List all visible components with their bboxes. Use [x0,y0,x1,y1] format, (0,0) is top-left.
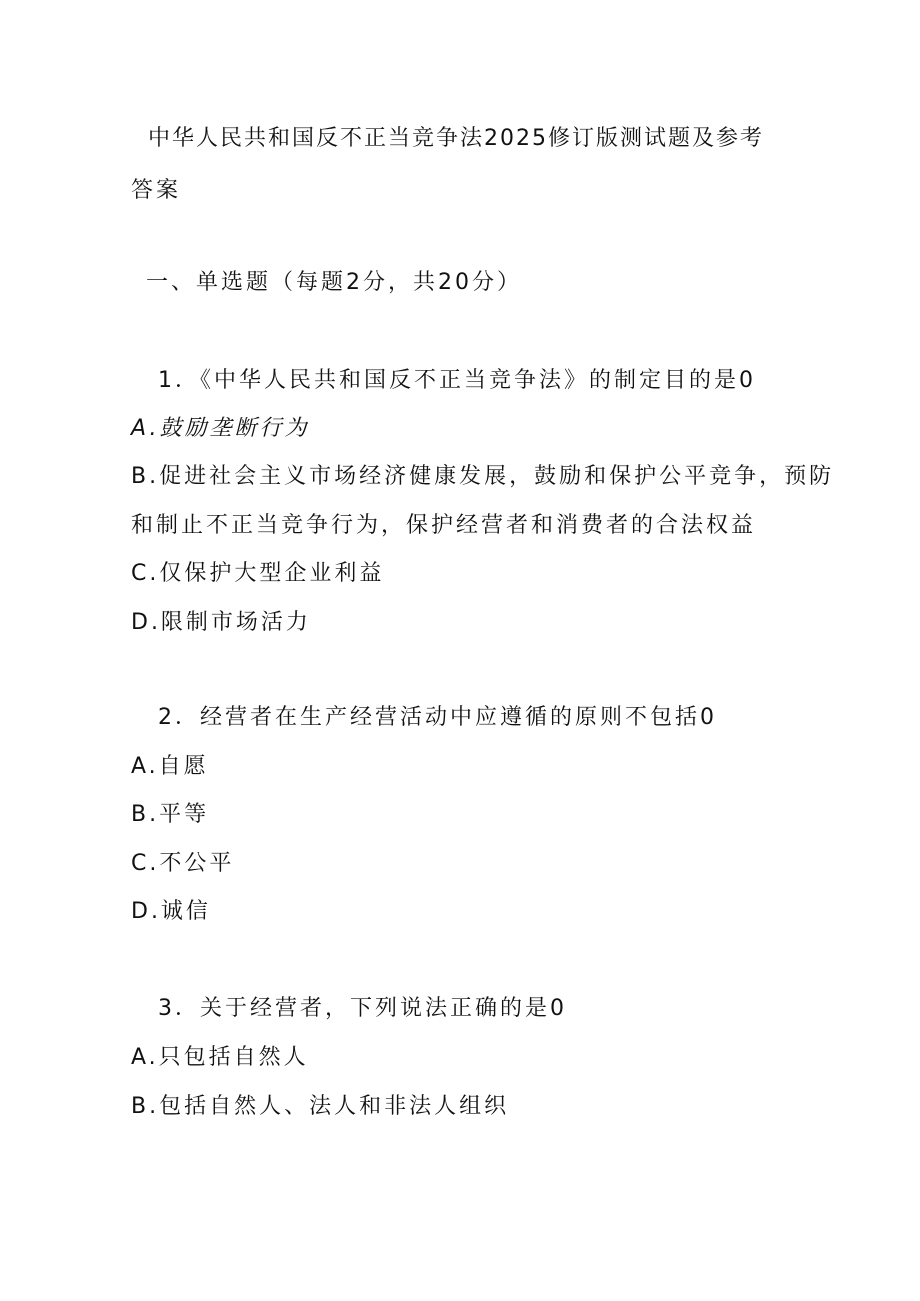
question-2-stem: 2．经营者在生产经营活动中应遵循的原则不包括0 [158,705,717,730]
question-3-option-b: B.包括自然人、法人和非法人组织 [131,1094,510,1119]
document-title-line-2: 答案 [131,178,182,203]
section-heading: 一、单选题（每题2分，共20分） [146,270,522,295]
question-1-option-a: A.鼓励垄断行为 [131,416,310,441]
question-2-option-b: B.平等 [131,802,210,827]
question-2-option-a: A.自愿 [131,754,209,779]
question-1-stem: 1．《中华人民共和国反不正当竞争法》的制定目的是0 [158,368,756,393]
question-1-option-b: B.促进社会主义市场经济健康发展，鼓励和保护公平竞争，预防 [131,464,835,489]
question-3-option-a: A.只包括自然人 [131,1045,309,1070]
question-1-option-d: D.限制市场活力 [131,610,311,635]
question-2-option-c: C.不公平 [131,851,235,876]
question-1-option-b-continued: 和制止不正当竞争行为，保护经营者和消费者的合法权益 [131,513,757,538]
question-1-option-c: C.仅保护大型企业利益 [131,561,385,586]
question-2-option-d: D.诚信 [131,899,211,924]
question-3-stem: 3．关于经营者，下列说法正确的是0 [158,996,567,1021]
document-title-line-1: 中华人民共和国反不正当竞争法2025修订版测试题及参考 [148,126,764,151]
